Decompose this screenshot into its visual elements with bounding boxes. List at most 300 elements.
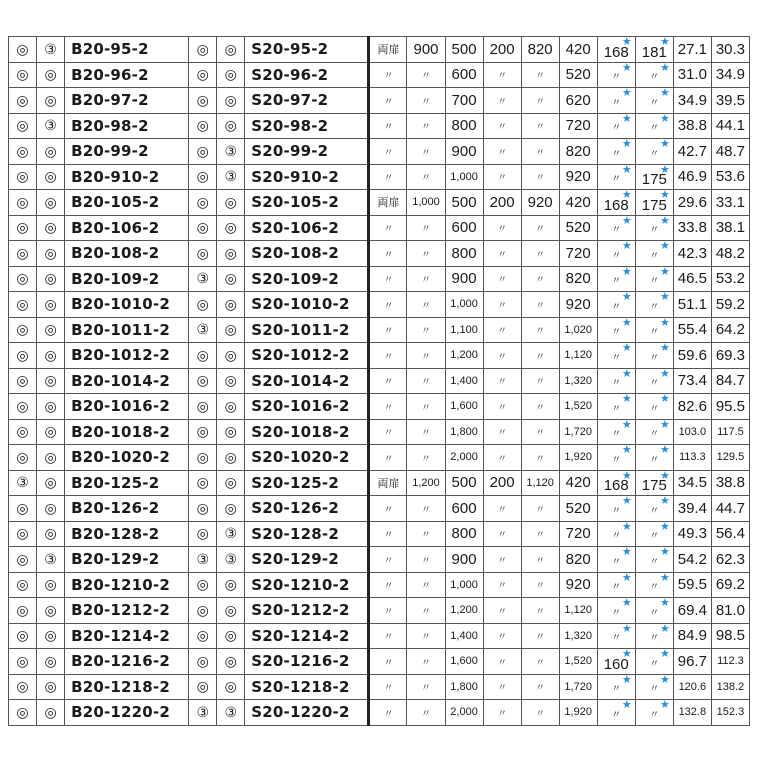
- inner-depth-value: 1,720: [559, 674, 597, 700]
- depth-value: 600: [445, 215, 483, 241]
- depth-value: 600: [445, 496, 483, 522]
- dimension-text: 〃: [611, 225, 622, 236]
- door-type: 〃: [369, 700, 407, 726]
- model-code-s: S20-129-2: [245, 547, 369, 573]
- star-icon: ★: [621, 164, 632, 176]
- dimension-a-value: [597, 139, 635, 165]
- inner-width-value: 〃: [521, 317, 559, 343]
- dimension-a-value: [597, 266, 635, 292]
- dimension-text: 〃: [611, 352, 622, 364]
- dimension-text: 175: [641, 196, 667, 214]
- door-type: 〃: [369, 368, 407, 394]
- table-row: [9, 62, 750, 88]
- dimension-text: 〃: [611, 684, 622, 695]
- table-row: [9, 623, 750, 649]
- availability-mark-s1: ◎: [189, 37, 217, 63]
- star-icon: ★: [659, 495, 670, 507]
- weight-a-value: 46.5: [673, 266, 711, 292]
- dimension-b-value: [635, 470, 673, 496]
- dimension-text: 〃: [611, 505, 622, 517]
- width-value: 〃: [407, 572, 445, 598]
- depth-value: 500: [445, 37, 483, 63]
- availability-mark-s2: ◎: [217, 266, 245, 292]
- availability-mark-b1: ◎: [9, 139, 37, 165]
- dimension-a-value: [597, 88, 635, 114]
- star-icon: ★: [621, 546, 632, 558]
- model-code-s: S20-1018-2: [245, 419, 369, 445]
- weight-a-value: 31.0: [673, 62, 711, 88]
- star-icon: ★: [621, 189, 632, 201]
- star-icon: ★: [621, 113, 632, 125]
- availability-mark-b1: ◎: [9, 700, 37, 726]
- door-type: 〃: [369, 445, 407, 471]
- model-code-s: S20-910-2: [245, 164, 369, 190]
- depth-value: 2,000: [445, 445, 483, 471]
- availability-mark-b1: ◎: [9, 394, 37, 420]
- inner-depth-value: 620: [559, 88, 597, 114]
- star-icon: ★: [659, 623, 670, 635]
- inner-depth-value: 1,920: [559, 700, 597, 726]
- availability-mark-b2: ◎: [37, 445, 65, 471]
- height-value: 〃: [483, 623, 521, 649]
- availability-mark-s2: ③: [217, 164, 245, 190]
- availability-mark-s2: ◎: [217, 215, 245, 241]
- dimension-b-value: [635, 190, 673, 216]
- door-type: 〃: [369, 292, 407, 318]
- dimension-a-value: [597, 445, 635, 471]
- width-value: 〃: [407, 139, 445, 165]
- table-row: [9, 674, 750, 700]
- weight-b-value: 59.2: [711, 292, 749, 318]
- inner-width-value: 〃: [521, 445, 559, 471]
- weight-a-value: 96.7: [673, 649, 711, 675]
- availability-mark-b2: ◎: [37, 394, 65, 420]
- weight-a-value: 82.6: [673, 394, 711, 420]
- availability-mark-b2: ◎: [37, 317, 65, 343]
- model-code-s: S20-1216-2: [245, 649, 369, 675]
- weight-a-value: 84.9: [673, 623, 711, 649]
- star-icon: ★: [621, 444, 632, 456]
- inner-depth-value: 420: [559, 190, 597, 216]
- model-code-s: S20-95-2: [245, 37, 369, 63]
- door-type: 〃: [369, 521, 407, 547]
- star-icon: ★: [659, 189, 670, 201]
- width-value: 900: [407, 37, 445, 63]
- star-icon: ★: [621, 215, 632, 227]
- dimension-text: 〃: [649, 658, 660, 670]
- availability-mark-s1: ③: [189, 317, 217, 343]
- model-code-s: S20-1010-2: [245, 292, 369, 318]
- dimension-text: 〃: [611, 454, 622, 466]
- availability-mark-s2: ◎: [217, 343, 245, 369]
- star-icon: ★: [621, 138, 632, 150]
- star-icon: ★: [659, 572, 670, 584]
- dimension-a-value: [597, 317, 635, 343]
- dimension-text: 〃: [611, 709, 622, 721]
- dimension-text: 〃: [649, 582, 660, 593]
- availability-mark-b1: ◎: [9, 368, 37, 394]
- height-value: 〃: [483, 292, 521, 318]
- dimension-a-value: [597, 700, 635, 726]
- height-value: 〃: [483, 394, 521, 420]
- inner-depth-value: 920: [559, 164, 597, 190]
- dimension-a-value: [597, 37, 635, 63]
- table-row: [9, 521, 750, 547]
- dimension-text: 〃: [611, 582, 622, 593]
- dimension-text: 〃: [649, 148, 660, 160]
- inner-depth-value: 1,520: [559, 649, 597, 675]
- dimension-text: 〃: [611, 378, 622, 389]
- dimension-b-value: [635, 623, 673, 649]
- width-value: 〃: [407, 113, 445, 139]
- dimension-text: 〃: [649, 633, 660, 644]
- inner-depth-value: 720: [559, 241, 597, 267]
- model-code-s: S20-97-2: [245, 88, 369, 114]
- availability-mark-b1: ◎: [9, 88, 37, 114]
- dimension-b-value: [635, 445, 673, 471]
- dimension-a-value: [597, 521, 635, 547]
- width-value: 〃: [407, 547, 445, 573]
- width-value: 1,000: [407, 190, 445, 216]
- dimension-b-value: [635, 419, 673, 445]
- height-value: 200: [483, 37, 521, 63]
- height-value: 〃: [483, 164, 521, 190]
- star-icon: ★: [659, 648, 670, 660]
- table-row: [9, 88, 750, 114]
- door-type: 〃: [369, 496, 407, 522]
- availability-mark-s2: ◎: [217, 62, 245, 88]
- availability-mark-s1: ◎: [189, 394, 217, 420]
- model-code-b: B20-96-2: [65, 62, 189, 88]
- availability-mark-b2: ◎: [37, 266, 65, 292]
- depth-value: 1,600: [445, 649, 483, 675]
- dimension-text: 〃: [649, 276, 660, 287]
- availability-mark-s2: ◎: [217, 598, 245, 624]
- inner-depth-value: 820: [559, 139, 597, 165]
- availability-mark-s1: ◎: [189, 343, 217, 369]
- dimension-b-value: [635, 113, 673, 139]
- model-code-b: B20-1220-2: [65, 700, 189, 726]
- star-icon: ★: [621, 521, 632, 533]
- table-row: [9, 215, 750, 241]
- availability-mark-s1: ◎: [189, 368, 217, 394]
- model-code-b: B20-95-2: [65, 37, 189, 63]
- weight-b-value: 62.3: [711, 547, 749, 573]
- inner-width-value: 〃: [521, 62, 559, 88]
- spec-table-sheet: [8, 36, 750, 726]
- inner-width-value: 〃: [521, 266, 559, 292]
- weight-a-value: 120.6: [673, 674, 711, 700]
- inner-width-value: 820: [521, 37, 559, 63]
- depth-value: 900: [445, 266, 483, 292]
- star-icon: ★: [621, 87, 632, 99]
- dimension-b-value: [635, 215, 673, 241]
- star-icon: ★: [621, 368, 632, 380]
- depth-value: 1,200: [445, 343, 483, 369]
- weight-b-value: 84.7: [711, 368, 749, 394]
- star-icon: ★: [659, 699, 670, 711]
- star-icon: ★: [659, 291, 670, 303]
- availability-mark-s2: ◎: [217, 37, 245, 63]
- dimension-a-value: [597, 419, 635, 445]
- model-code-s: S20-125-2: [245, 470, 369, 496]
- width-value: 〃: [407, 266, 445, 292]
- dimension-a-value: [597, 190, 635, 216]
- weight-a-value: 59.5: [673, 572, 711, 598]
- availability-mark-s1: ◎: [189, 470, 217, 496]
- availability-mark-b1: ◎: [9, 343, 37, 369]
- availability-mark-b1: ◎: [9, 572, 37, 598]
- height-value: 200: [483, 470, 521, 496]
- height-value: 〃: [483, 343, 521, 369]
- inner-width-value: 〃: [521, 113, 559, 139]
- height-value: 〃: [483, 317, 521, 343]
- inner-width-value: 〃: [521, 649, 559, 675]
- inner-width-value: 〃: [521, 623, 559, 649]
- height-value: 〃: [483, 368, 521, 394]
- weight-b-value: 69.3: [711, 343, 749, 369]
- availability-mark-s1: ◎: [189, 649, 217, 675]
- availability-mark-s2: ◎: [217, 674, 245, 700]
- height-value: 〃: [483, 445, 521, 471]
- height-value: 〃: [483, 700, 521, 726]
- availability-mark-b1: ◎: [9, 445, 37, 471]
- model-code-s: S20-109-2: [245, 266, 369, 292]
- weight-a-value: 42.7: [673, 139, 711, 165]
- availability-mark-s1: ◎: [189, 572, 217, 598]
- availability-mark-s2: ③: [217, 139, 245, 165]
- model-code-s: S20-1220-2: [245, 700, 369, 726]
- dimension-text: 〃: [611, 403, 622, 415]
- inner-width-value: 〃: [521, 496, 559, 522]
- availability-mark-s1: ③: [189, 700, 217, 726]
- height-value: 〃: [483, 88, 521, 114]
- door-type: 両扉: [369, 37, 407, 63]
- table-row: [9, 164, 750, 190]
- weight-b-value: 33.1: [711, 190, 749, 216]
- height-value: 〃: [483, 649, 521, 675]
- depth-value: 500: [445, 470, 483, 496]
- inner-depth-value: 820: [559, 266, 597, 292]
- dimension-text: 〃: [649, 556, 660, 568]
- weight-b-value: 30.3: [711, 37, 749, 63]
- star-icon: ★: [621, 623, 632, 635]
- star-icon: ★: [659, 138, 670, 150]
- dimension-a-value: [597, 470, 635, 496]
- inner-width-value: 〃: [521, 292, 559, 318]
- depth-value: 1,800: [445, 674, 483, 700]
- dimension-text: 〃: [611, 607, 622, 619]
- inner-width-value: 〃: [521, 598, 559, 624]
- door-type: 〃: [369, 572, 407, 598]
- dimension-text: 〃: [649, 429, 660, 440]
- door-type: 〃: [369, 317, 407, 343]
- availability-mark-s1: ◎: [189, 496, 217, 522]
- weight-b-value: 112.3: [711, 649, 749, 675]
- model-code-s: S20-98-2: [245, 113, 369, 139]
- availability-mark-b2: ◎: [37, 292, 65, 318]
- star-icon: ★: [621, 495, 632, 507]
- width-value: 〃: [407, 623, 445, 649]
- dimension-b-value: [635, 598, 673, 624]
- star-icon: ★: [659, 368, 670, 380]
- model-code-b: B20-129-2: [65, 547, 189, 573]
- dimension-text: 〃: [611, 429, 622, 440]
- depth-value: 1,200: [445, 598, 483, 624]
- availability-mark-s1: ◎: [189, 241, 217, 267]
- dimension-a-value: [597, 496, 635, 522]
- height-value: 〃: [483, 215, 521, 241]
- weight-a-value: 54.2: [673, 547, 711, 573]
- table-row: [9, 496, 750, 522]
- weight-a-value: 51.1: [673, 292, 711, 318]
- availability-mark-s2: ◎: [217, 623, 245, 649]
- dimension-text: 〃: [611, 301, 622, 313]
- model-code-b: B20-1210-2: [65, 572, 189, 598]
- model-code-b: B20-125-2: [65, 470, 189, 496]
- model-code-b: B20-1014-2: [65, 368, 189, 394]
- weight-b-value: 81.0: [711, 598, 749, 624]
- availability-mark-s2: ◎: [217, 419, 245, 445]
- availability-mark-s1: ◎: [189, 292, 217, 318]
- availability-mark-b1: ◎: [9, 292, 37, 318]
- availability-mark-s2: ◎: [217, 496, 245, 522]
- spec-table: [8, 36, 750, 726]
- model-code-b: B20-1212-2: [65, 598, 189, 624]
- depth-value: 1,000: [445, 572, 483, 598]
- model-code-s: S20-1012-2: [245, 343, 369, 369]
- dimension-text: 〃: [649, 72, 660, 83]
- inner-depth-value: 520: [559, 62, 597, 88]
- availability-mark-s1: ◎: [189, 623, 217, 649]
- dimension-b-value: [635, 572, 673, 598]
- inner-depth-value: 920: [559, 572, 597, 598]
- weight-b-value: 38.8: [711, 470, 749, 496]
- dimension-b-value: [635, 317, 673, 343]
- availability-mark-b2: ◎: [37, 623, 65, 649]
- weight-a-value: 73.4: [673, 368, 711, 394]
- height-value: 200: [483, 190, 521, 216]
- width-value: 1,200: [407, 470, 445, 496]
- availability-mark-s1: ③: [189, 266, 217, 292]
- height-value: 〃: [483, 266, 521, 292]
- availability-mark-s2: ◎: [217, 445, 245, 471]
- availability-mark-s2: ◎: [217, 88, 245, 114]
- availability-mark-s2: ◎: [217, 470, 245, 496]
- model-code-b: B20-128-2: [65, 521, 189, 547]
- availability-mark-b1: ◎: [9, 241, 37, 267]
- inner-depth-value: 520: [559, 215, 597, 241]
- model-code-s: S20-108-2: [245, 241, 369, 267]
- model-code-b: B20-126-2: [65, 496, 189, 522]
- inner-width-value: 〃: [521, 139, 559, 165]
- weight-b-value: 98.5: [711, 623, 749, 649]
- table-row: [9, 113, 750, 139]
- inner-width-value: 〃: [521, 521, 559, 547]
- star-icon: ★: [621, 342, 632, 354]
- door-type: 〃: [369, 547, 407, 573]
- star-icon: ★: [659, 240, 670, 252]
- model-code-s: S20-99-2: [245, 139, 369, 165]
- model-code-b: B20-105-2: [65, 190, 189, 216]
- availability-mark-b2: ◎: [37, 241, 65, 267]
- inner-width-value: 〃: [521, 88, 559, 114]
- availability-mark-s1: ◎: [189, 88, 217, 114]
- model-code-b: B20-109-2: [65, 266, 189, 292]
- model-code-s: S20-106-2: [245, 215, 369, 241]
- dimension-text: 〃: [611, 148, 622, 160]
- width-value: 〃: [407, 674, 445, 700]
- dimension-text: 〃: [611, 276, 622, 287]
- table-row: [9, 266, 750, 292]
- inner-depth-value: 1,320: [559, 368, 597, 394]
- star-icon: ★: [659, 444, 670, 456]
- dimension-text: 〃: [611, 97, 622, 109]
- availability-mark-b2: ◎: [37, 470, 65, 496]
- weight-a-value: 34.9: [673, 88, 711, 114]
- weight-a-value: 59.6: [673, 343, 711, 369]
- availability-mark-b1: ◎: [9, 190, 37, 216]
- depth-value: 800: [445, 113, 483, 139]
- width-value: 〃: [407, 62, 445, 88]
- availability-mark-b1: ◎: [9, 649, 37, 675]
- table-row: [9, 572, 750, 598]
- availability-mark-s1: ◎: [189, 164, 217, 190]
- dimension-text: 〃: [611, 633, 622, 644]
- star-icon: ★: [621, 240, 632, 252]
- dimension-b-value: [635, 394, 673, 420]
- weight-b-value: 34.9: [711, 62, 749, 88]
- model-code-b: B20-1218-2: [65, 674, 189, 700]
- dimension-a-value: [597, 215, 635, 241]
- inner-depth-value: 420: [559, 37, 597, 63]
- height-value: 〃: [483, 419, 521, 445]
- availability-mark-b1: ◎: [9, 215, 37, 241]
- weight-a-value: 29.6: [673, 190, 711, 216]
- inner-width-value: 〃: [521, 343, 559, 369]
- depth-value: 700: [445, 88, 483, 114]
- dimension-text: 〃: [649, 123, 660, 134]
- availability-mark-b1: ◎: [9, 598, 37, 624]
- dimension-b-value: [635, 139, 673, 165]
- availability-mark-s1: ◎: [189, 62, 217, 88]
- model-code-b: B20-97-2: [65, 88, 189, 114]
- depth-value: 1,400: [445, 368, 483, 394]
- inner-width-value: 〃: [521, 241, 559, 267]
- depth-value: 1,800: [445, 419, 483, 445]
- width-value: 〃: [407, 496, 445, 522]
- weight-b-value: 138.2: [711, 674, 749, 700]
- dimension-text: 〃: [611, 123, 622, 134]
- availability-mark-b1: ◎: [9, 37, 37, 63]
- dimension-a-value: [597, 598, 635, 624]
- availability-mark-b2: ③: [37, 113, 65, 139]
- table-row: [9, 190, 750, 216]
- dimension-a-value: [597, 343, 635, 369]
- dimension-a-value: [597, 623, 635, 649]
- dimension-text: 〃: [649, 607, 660, 619]
- star-icon: ★: [621, 291, 632, 303]
- model-code-b: B20-99-2: [65, 139, 189, 165]
- table-body: [9, 37, 750, 726]
- dimension-b-value: [635, 37, 673, 63]
- weight-b-value: 48.7: [711, 139, 749, 165]
- availability-mark-b1: ◎: [9, 113, 37, 139]
- availability-mark-s2: ◎: [217, 292, 245, 318]
- dimension-text: 181: [641, 43, 667, 61]
- weight-b-value: 48.2: [711, 241, 749, 267]
- availability-mark-b2: ③: [37, 547, 65, 573]
